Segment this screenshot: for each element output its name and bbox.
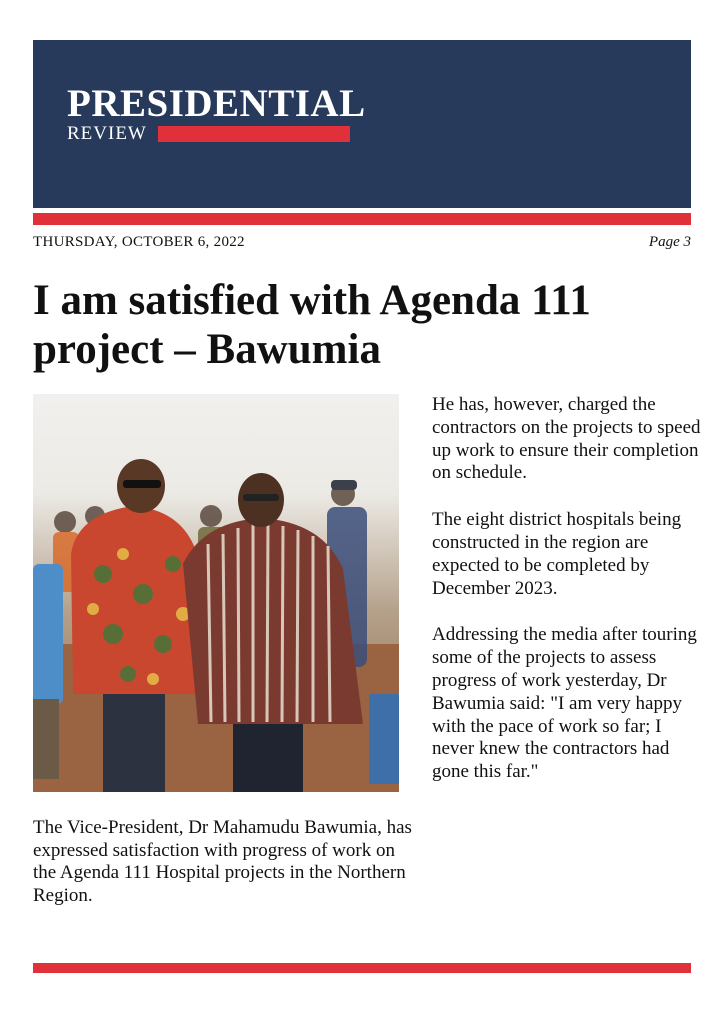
article-paragraph-1: He has, however, charged the contractors on the projects to speed up work to ensure their completion on schedule. (432, 394, 701, 484)
left-edge-figure (33, 564, 63, 704)
masthead-accent-bar (158, 126, 350, 142)
masthead-subtitle: REVIEW (67, 123, 147, 144)
top-divider (33, 213, 691, 225)
photo-illustration (33, 394, 399, 792)
article-headline (33, 276, 703, 374)
headline-line-1: I am satisfied with Agenda 111 (33, 277, 591, 324)
issue-date: THURSDAY, OCTOBER 6, 2022 (33, 234, 245, 250)
article-paragraph-2: The eight district hospitals being constructed in the region are expected to be completed by December 2023. (432, 509, 682, 599)
article-paragraph-3: Addressing the media after touring some of the projects to assess progress of work yesterday, Dr Bawumia said: "I am very happy with the pace of work so far; I never knew the contractors had gone this far." (432, 624, 697, 783)
article-lead-paragraph: The Vice-President, Dr Mahamudu Bawumia, has expressed satisfaction with progress of work on the Agenda 111 Hospital projects in the Northern Region. (33, 817, 412, 906)
bottom-divider (33, 963, 691, 973)
right-edge-figure (369, 694, 399, 784)
article-right-column (432, 394, 702, 808)
masthead-title: PRESIDENTIAL (67, 82, 366, 125)
headline-line-2: project – Bawumia (33, 326, 381, 373)
page-number: Page 3 (648, 234, 691, 250)
article-photo (33, 394, 399, 792)
